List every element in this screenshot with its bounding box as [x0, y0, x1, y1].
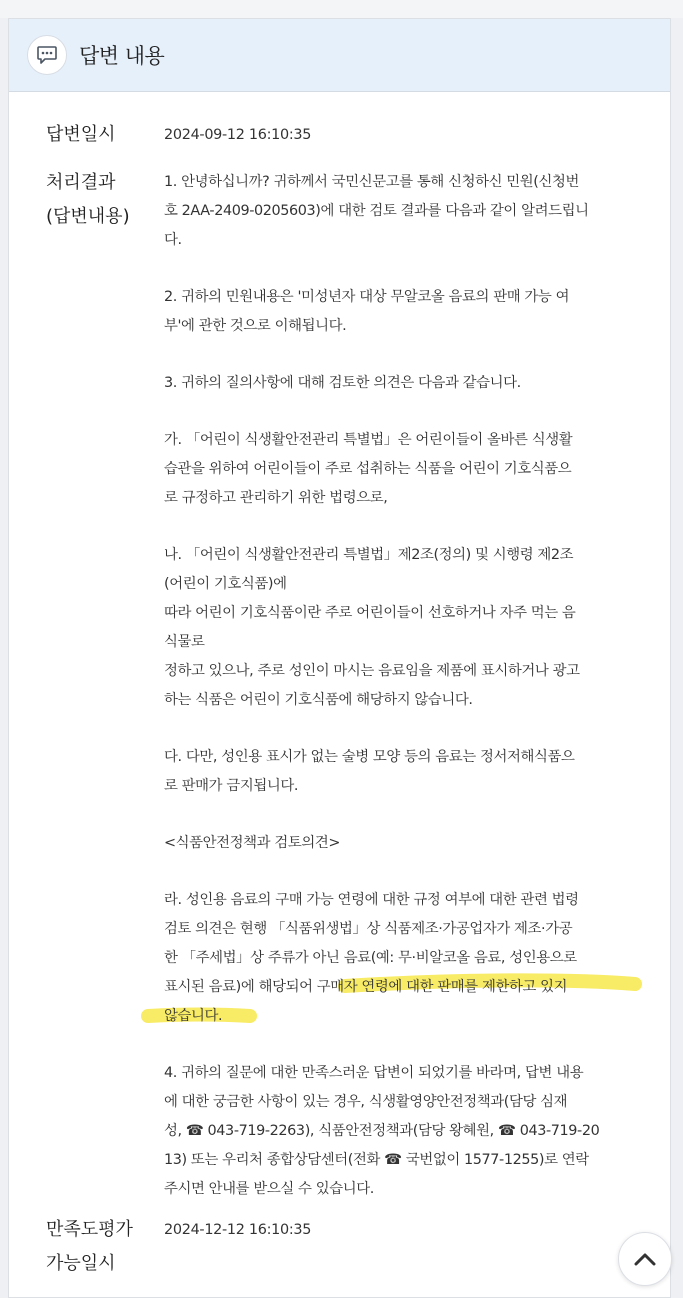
- result-line: 13) 또는 우리처 종합상담센터(전화 ☎ 국번없이 1577-1255)로 연락: [164, 1152, 589, 1168]
- scroll-to-top-button[interactable]: [618, 1232, 672, 1286]
- result-line: 한 「주세법」상 주류가 아닌 음료(예: 무·비알코올 음료, 성인용으로: [164, 950, 577, 966]
- result-line: 따라 어린이 기호식품이란 주로 어린이들이 선호하거나 자주 먹는 음: [164, 605, 576, 621]
- chevron-up-icon: [633, 1251, 657, 1267]
- result-line: 습관을 위하여 어린이들이 주로 섭취하는 식품을 어린이 기호식품으: [164, 461, 572, 477]
- result-line: 부'에 관한 것으로 이해됩니다.: [164, 318, 347, 334]
- result-label-line1: 처리결과: [46, 172, 116, 193]
- result-line: 표시된 음료)에 해당되어 구매자 연령에 대한 판매를 제한하고 있지: [164, 979, 568, 995]
- result-line: 로 판매가 금지됩니다.: [164, 778, 299, 794]
- satisfaction-label-line1: 만족도평가: [46, 1219, 133, 1240]
- result-line: 정하고 있으나, 주로 성인이 마시는 음료임을 제품에 표시하거나 광고: [164, 663, 580, 679]
- result-blank-line: [164, 255, 644, 283]
- result-line: 나. 「어린이 식생활안전관리 특별법」제2조(정의) 및 시행령 제2조: [164, 547, 574, 563]
- answer-date-value: 2024-09-12 16:10:35: [164, 127, 312, 143]
- result-line: 1. 안녕하십니까? 귀하께서 국민신문고를 통해 신청하신 민원(신청번: [164, 174, 579, 190]
- satisfaction-label-line2: 가능일시: [46, 1253, 116, 1274]
- answer-date-label: 답변일시: [46, 124, 116, 145]
- result-line: 않습니다.: [164, 1008, 223, 1024]
- result-line: 다. 다만, 성인용 표시가 없는 술병 모양 등의 음료는 정서저해식품으: [164, 749, 575, 765]
- result-line: 라. 성인용 음료의 구매 가능 연령에 대한 규정 여부에 대한 관련 법령: [164, 892, 579, 908]
- result-line: 에 대한 궁금한 사항이 있는 경우, 식생활영양안전정책과(담당 심재: [164, 1094, 568, 1110]
- result-blank-line: [164, 513, 644, 541]
- answer-date-row: [36, 118, 636, 152]
- result-line: 3. 귀하의 질의사항에 대해 검토한 의견은 다음과 같습니다.: [164, 375, 521, 391]
- result-line: 가. 「어린이 식생활안전관리 특별법」은 어린이들이 올바른 식생활: [164, 432, 573, 448]
- result-line: 다.: [164, 232, 182, 248]
- satisfaction-value: 2024-12-12 16:10:35: [164, 1222, 312, 1238]
- result-line: <식품안전정책과 검토의견>: [164, 835, 341, 851]
- result-blank-line: [164, 398, 644, 426]
- top-strip: [0, 0, 683, 18]
- result-blank-line: [164, 858, 644, 886]
- result-blank-line: [164, 1031, 644, 1059]
- result-line: 성, ☎ 043-719-2263), 식품안전정책과(담당 왕혜원, ☎ 043-719-20: [164, 1123, 600, 1139]
- result-line: 검토 의견은 현행 「식품위생법」상 식품제조·가공업자가 제조·가공: [164, 921, 573, 937]
- result-blank-line: [164, 341, 644, 369]
- result-line: 하는 식품은 어린이 기호식품에 해당하지 않습니다.: [164, 692, 473, 708]
- result-line: 호 2AA-2409-0205603)에 대한 검토 결과를 다음과 같이 알려드립니: [164, 203, 589, 219]
- result-body: [164, 168, 644, 1204]
- result-label-line2: (답변내용): [46, 206, 130, 227]
- chat-bubble-icon: [27, 35, 67, 75]
- satisfaction-label: [46, 1213, 156, 1281]
- result-line: (어린이 기호식품)에: [164, 576, 287, 592]
- result-label: [46, 166, 156, 234]
- result-line: 로 규정하고 관리하기 위한 법령으로,: [164, 490, 388, 506]
- result-line: 식물로: [164, 634, 205, 650]
- result-blank-line: [164, 715, 644, 743]
- result-line: 주시면 안내를 받으실 수 있습니다.: [164, 1181, 374, 1197]
- result-line: 4. 귀하의 질문에 대한 만족스러운 답변이 되었기를 바라며, 답변 내용: [164, 1065, 584, 1081]
- result-line: 2. 귀하의 민원내용은 '미성년자 대상 무알코올 음료의 판매 가능 여: [164, 289, 570, 305]
- card-header: [9, 19, 670, 92]
- card-title: 답변 내용: [79, 44, 165, 68]
- result-blank-line: [164, 801, 644, 829]
